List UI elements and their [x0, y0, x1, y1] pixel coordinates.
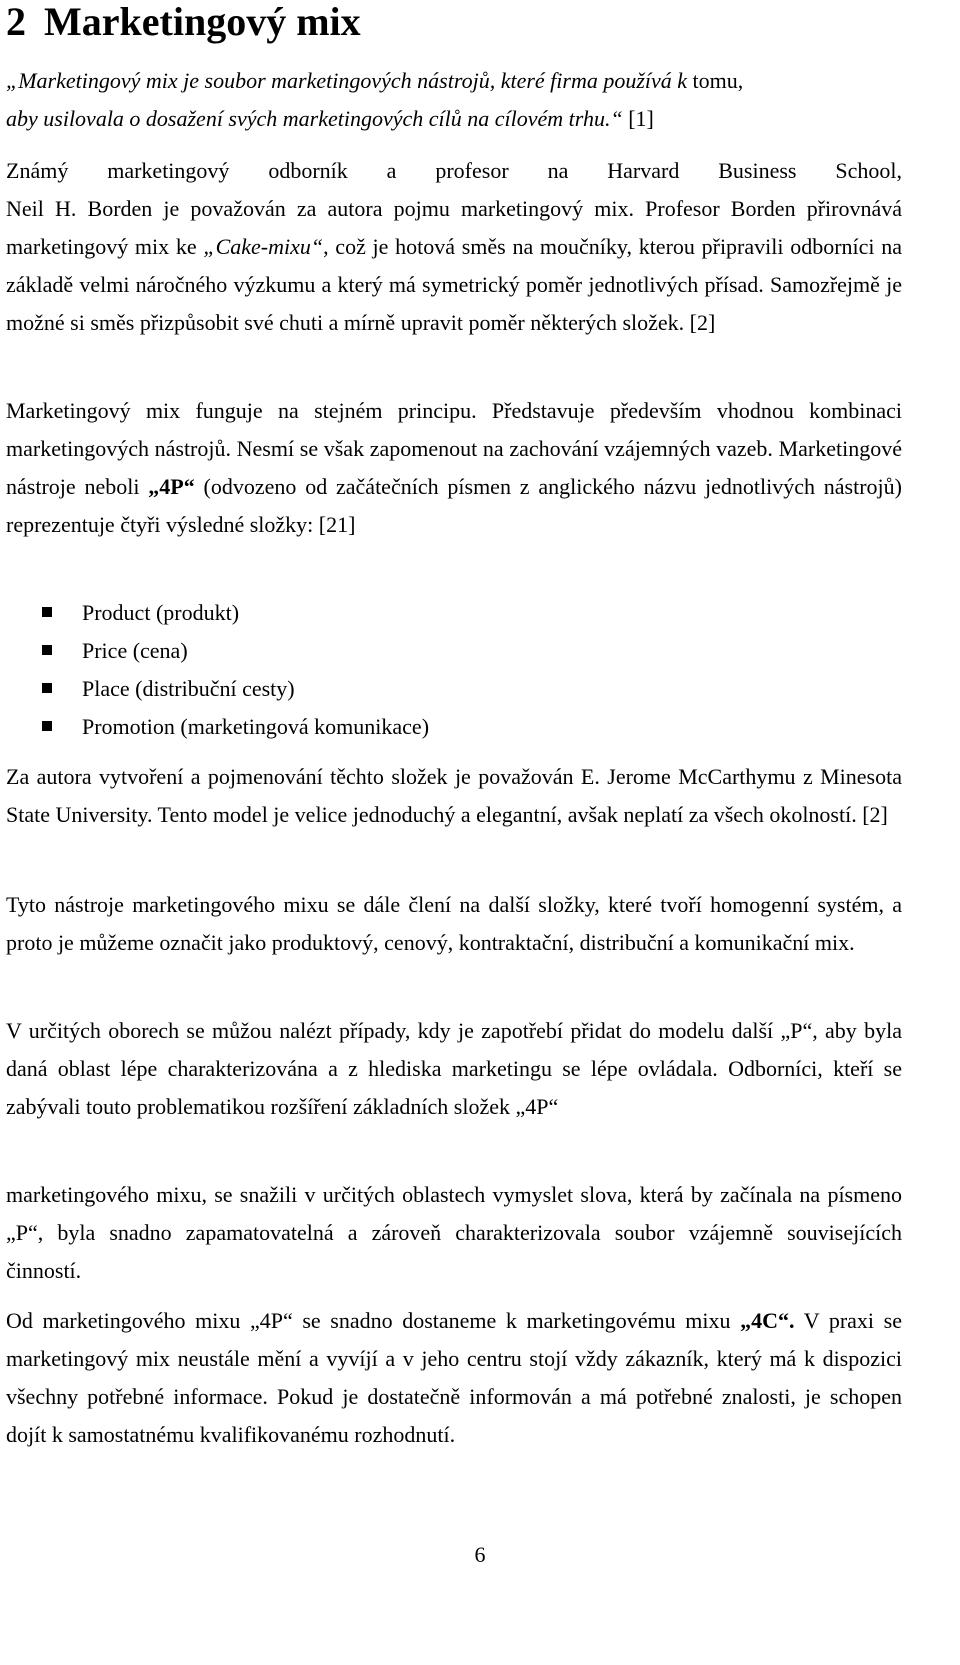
paragraph-borden-text-a: Neil H. Borden je považován za autora pojmu marketingový mix. Profesor Borden přirovnává marketingový mix ke — [6, 196, 902, 259]
list-item-text: Place (distribuční cesty) — [82, 676, 295, 701]
list-item-text: Promotion (marketingová komunikace) — [82, 714, 430, 739]
list-item-text: Product (produkt) — [82, 600, 240, 625]
list-item — [0, 708, 900, 746]
paragraph-tools: Tyto nástroje marketingového mixu se dále člení na další složky, které tvoří homogenní systém, a proto je můžeme označit jako produktový, cenový, kontraktační, distribuční a komunikační mix. — [6, 892, 902, 955]
paragraph-extra-p: V určitých oborech se můžou nalézt případy, kdy je zapotřebí přidat do modelu další „P“, aby byla daná oblast lépe charakterizována a z hlediska marketingu se lépe ovládala. Odborníci, kteří se zabývali touto problematikou rozšíření základních složek „4P“ — [6, 1018, 902, 1119]
paragraph-borden-cake-mix: „Cake-mixu“ — [203, 234, 324, 259]
paragraph-borden — [6, 190, 902, 342]
bullet-list-4p — [0, 594, 900, 746]
quote-italic-line2: aby usilovala o dosažení svých marketingových cílů na cílovém trhu.“ — [6, 106, 623, 131]
list-item — [0, 594, 900, 632]
paragraph-borden-text-b: , což je hotová směs na moučníky, kterou připravili odborníci na základě velmi náročného výzkumu a který má symetrický poměr jednotlivých přísad. Samozřejmě je možné si směs přizpůsobit své chuti a mírně upravit poměr některých složek. [2] — [6, 234, 902, 335]
chapter-title: Marketingový mix — [44, 0, 361, 44]
list-item — [0, 632, 900, 670]
paragraph-4p-text-b: (odvozeno od začátečních písmen z anglického názvu jednotlivých nástrojů) reprezentuje čtyři výsledné složky: [21] — [6, 474, 902, 537]
quote-rest: tomu, — [687, 68, 744, 93]
list-item-text: Price (cena) — [82, 638, 188, 663]
square-bullet-icon — [42, 607, 52, 617]
paragraph-borden-first-line: Známý marketingový odborník a profesor na Harvard Business School, — [6, 158, 902, 183]
paragraph-p-words: marketingového mixu, se snažili v určitých oblastech vymyslet slova, která by začínala na písmeno „P“, byla snadno zapamatovatelná a zároveň charakterizovala soubor vzájemně souvisejících činností. — [6, 1182, 902, 1283]
chapter-number: 2 — [6, 0, 26, 44]
square-bullet-icon — [42, 683, 52, 693]
paragraph-4c-text-b: V praxi se marketingový mix neustále mění a vyvíjí a v jeho centru stojí vždy zákazník, který má k dispozici všechny potřebné informace. Pokud je dostatečně informován a má potřebné znalosti, je schopen dojít k samostatnému kvalifikovanému rozhodnutí. — [6, 1308, 902, 1447]
paragraph-borden-line1 — [6, 152, 902, 190]
paragraph-4p-bold: „4P“ — [148, 474, 195, 499]
definition-quote — [6, 62, 902, 138]
paragraph-mccarthy: Za autora vytvoření a pojmenování těchto složek je považován E. Jerome McCarthymu z Minesota State University. Tento model je velice jednoduchý a elegantní, avšak neplatí za všech okolností. [2] — [6, 764, 902, 827]
square-bullet-icon — [42, 645, 52, 655]
quote-italic-line1: „Marketingový mix je soubor marketingových nástrojů, které firma používá k — [6, 68, 688, 93]
paragraph-4c-bold: „4C“. — [740, 1308, 795, 1333]
list-item — [0, 670, 900, 708]
paragraph-4p-text-a: Marketingový mix funguje na stejném principu. Představuje především vhodnou kombinaci marketingových nástrojů. Nesmí se však zapomenout na zachování vzájemných vazeb. Marketingové nástroje neboli — [6, 398, 902, 499]
paragraph-4c — [6, 1302, 902, 1454]
paragraph-4p — [6, 392, 902, 544]
page-number: 6 — [474, 1542, 486, 1567]
square-bullet-icon — [42, 721, 52, 731]
chapter-heading — [6, 0, 361, 44]
quote-reference: [1] — [622, 106, 654, 131]
paragraph-4c-text-a: Od marketingového mixu „4P“ se snadno dostaneme k marketingovému mixu — [6, 1308, 741, 1333]
